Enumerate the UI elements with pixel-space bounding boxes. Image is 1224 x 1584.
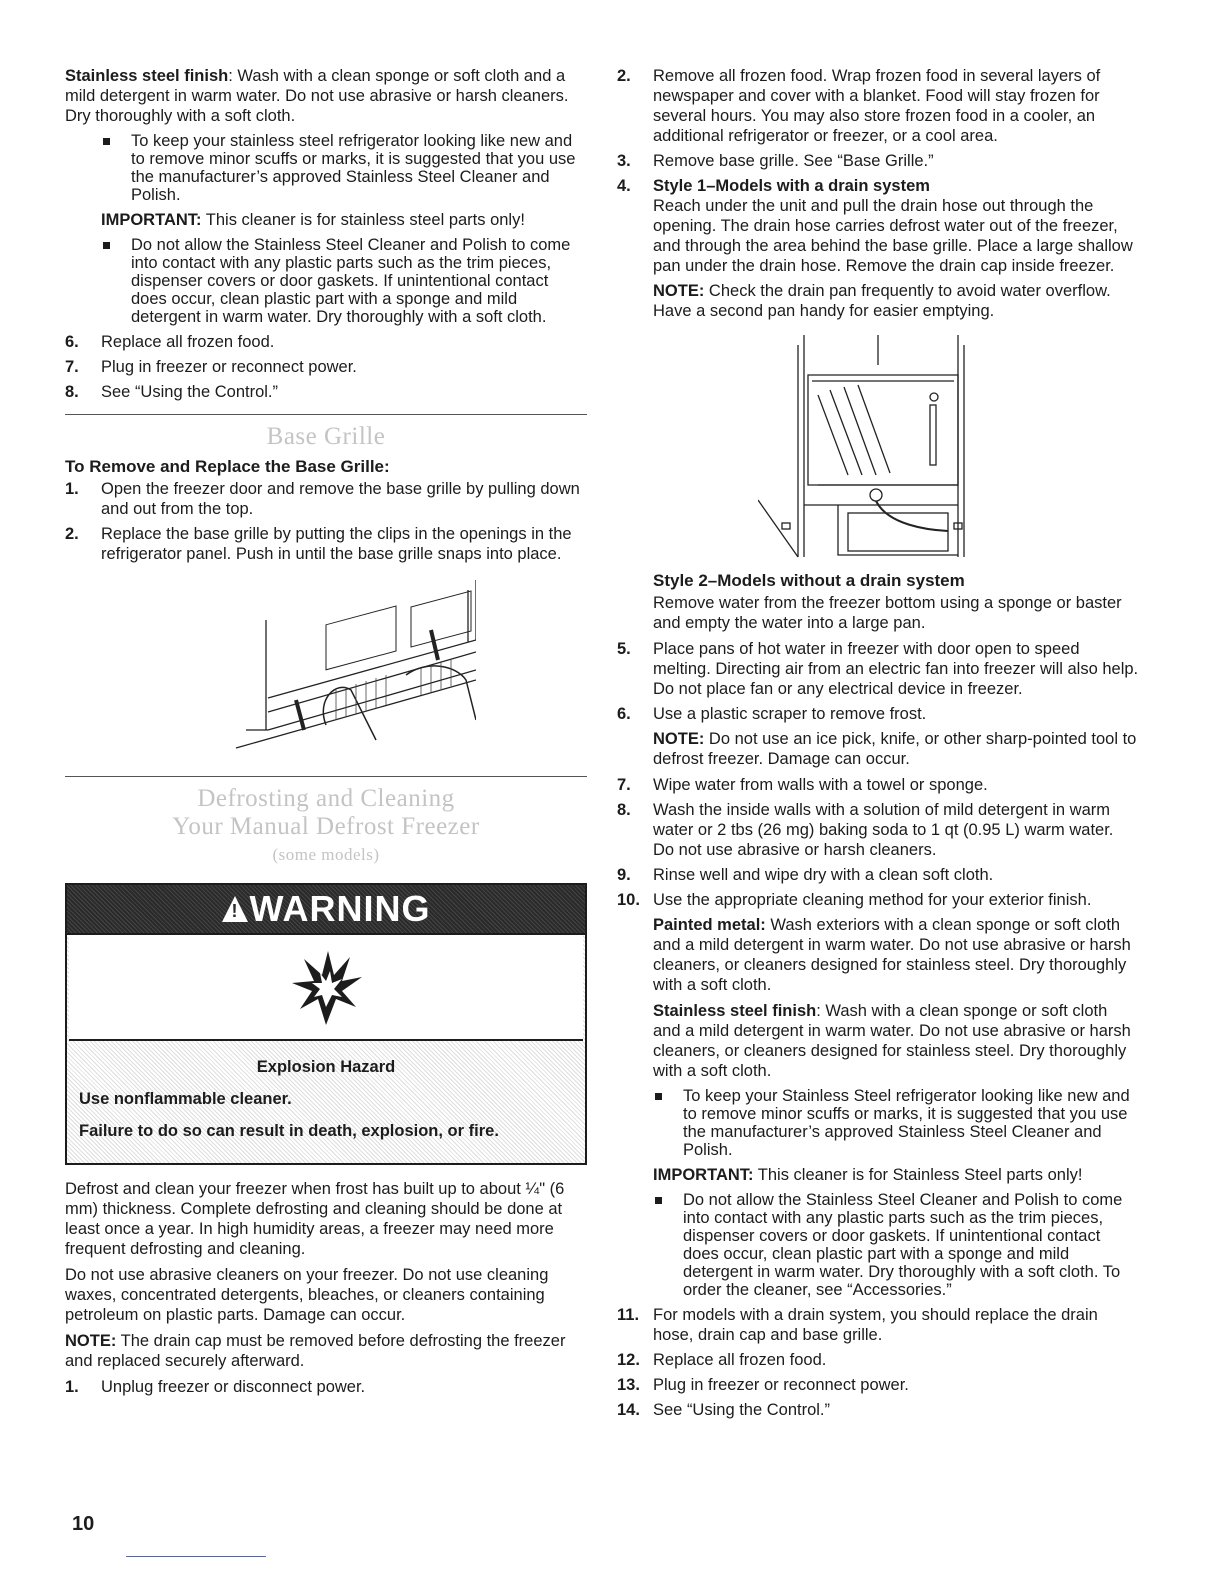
- important-label: IMPORTANT:: [653, 1166, 754, 1184]
- step-item: [65, 382, 587, 402]
- stainless-steel-text: : Wash with a clean sponge or soft cloth and a mild detergent in warm water. Do not use abrasive or harsh cleaners, or cleaners designed for stainless steel. Dry thoroughly with a soft cloth.: [653, 1002, 1131, 1080]
- step-text: Reach under the unit and pull the drain hose out through the opening. The drain hose carries defrost water out of the freezer, and through the area behind the base grille. Place a large shallow pan under the drain hose. Remove the drain cap inside freezer.: [653, 197, 1133, 275]
- section-divider: [65, 776, 587, 777]
- base-grille-title: Base Grille: [266, 423, 386, 450]
- section-divider: [65, 414, 587, 415]
- defrost-title: [65, 785, 587, 869]
- style2-text: Remove water from the freezer bottom using a sponge or baster and empty the water into a large pan.: [653, 594, 1122, 632]
- step-number: 3.: [617, 152, 631, 170]
- base-grille-illustration: [176, 580, 476, 750]
- note-label: NOTE:: [653, 282, 705, 300]
- step-text: Open the freezer door and remove the base grille by pulling down and out from the top.: [101, 480, 580, 518]
- hazard-title: Explosion Hazard: [256, 1058, 396, 1076]
- important-note: [653, 1165, 1139, 1185]
- step-text: Use the appropriate cleaning method for your exterior finish.: [653, 891, 1092, 909]
- note-text: Do not use an ice pick, knife, or other sharp-pointed tool to defrost freezer. Damage can occur.: [653, 730, 1137, 768]
- step-text: For models with a drain system, you should replace the drain hose, drain cap and base grille.: [653, 1306, 1098, 1344]
- step-item: [617, 151, 1139, 171]
- step-text: Wipe water from walls with a towel or sponge.: [653, 776, 988, 794]
- base-grille-drawing: [176, 580, 476, 750]
- warning-word: WARNING: [249, 888, 431, 929]
- page-number: 10: [72, 1513, 95, 1535]
- step-item: [65, 479, 587, 519]
- step-item: [65, 524, 587, 564]
- step-number: 2.: [65, 525, 79, 543]
- step-text: See “Using the Control.”: [653, 1401, 830, 1419]
- note-paragraph: [653, 281, 1139, 321]
- note-label: NOTE:: [653, 730, 705, 748]
- note-text: The drain cap must be removed before defrosting the freezer and replaced securely afterward.: [65, 1332, 566, 1370]
- step-number: 1.: [65, 1378, 79, 1396]
- body-paragraph: Do not use abrasive cleaners on your freezer. Do not use cleaning waxes, concentrated detergents, bleaches, or cleaners containing petroleum on plastic parts. Damage can occur.: [65, 1266, 549, 1324]
- painted-metal-text: Wash exteriors with a clean sponge or soft cloth and a mild detergent in warm water. Do not use abrasive or harsh cleaners, or cleaners designed for stainless steel. Dry thoroughly with a soft cloth.: [653, 916, 1131, 994]
- step-text: Replace the base grille by putting the clips in the openings in the refrigerator panel. Push in until the base grille snaps into place.: [101, 525, 572, 563]
- body-paragraph: Defrost and clean your freezer when frost has built up to about ¼" (6 mm) thickness. Complete defrosting and cleaning should be done at least once a year. In high humidity areas, a freezer may need more frequent defrosting and cleaning.: [65, 1180, 565, 1258]
- warning-triangle-icon: !: [222, 896, 248, 922]
- step-item: [617, 639, 1139, 699]
- bullet-item: To keep your Stainless Steel refrigerator looking like new and to remove minor scuffs or marks, it is suggested that you use the manufacturer’s approved Stainless Steel Cleaner and Polish.: [617, 1087, 1139, 1159]
- step-number: 4.: [617, 177, 631, 195]
- step-number: 7.: [617, 776, 631, 794]
- warning-line: Use nonflammable cleaner.: [79, 1090, 292, 1108]
- bullet-item: Do not allow the Stainless Steel Cleaner and Polish to come into contact with any plastic parts such as the trim pieces, dispenser covers or door gaskets. If unintentional contact does occur, clean plastic part with a sponge and mild detergent in warm water. Dry thoroughly with a soft cloth. To order the cleaner, see “Accessories.”: [617, 1191, 1139, 1299]
- drain-system-drawing: [758, 335, 998, 563]
- footer-rule: [126, 1556, 266, 1557]
- warning-line: Failure to do so can result in death, explosion, or fire.: [79, 1122, 499, 1140]
- step-number: 12.: [617, 1351, 640, 1369]
- step-number: 6.: [617, 705, 631, 723]
- step-number: 8.: [65, 383, 79, 401]
- style2-label: Style 2–Models without a drain system: [653, 571, 965, 590]
- stainless-steel-label: Stainless steel finish: [65, 67, 229, 85]
- stainless-steel-paragraph: [65, 66, 587, 126]
- stainless-steel-text: : Wash with a clean sponge or soft cloth and a mild detergent in warm water. Do not use abrasive or harsh cleaners. Dry thoroughly with a soft cloth.: [65, 67, 569, 125]
- explosion-icon-area: [69, 935, 583, 1041]
- note-paragraph: [65, 1331, 587, 1371]
- defrost-title-sub: (some models): [272, 845, 380, 864]
- step-number: 10.: [617, 891, 640, 909]
- step-number: 13.: [617, 1376, 640, 1394]
- note-label: NOTE:: [65, 1332, 117, 1350]
- step-item: [617, 1305, 1139, 1345]
- base-grille-subhead: To Remove and Replace the Base Grille:: [65, 457, 390, 476]
- step-number: 5.: [617, 640, 631, 658]
- step-item: [617, 1400, 1139, 1420]
- painted-metal-paragraph: [653, 915, 1139, 995]
- step-number: 6.: [65, 333, 79, 351]
- step-item: [617, 66, 1139, 146]
- step-text: See “Using the Control.”: [101, 383, 278, 401]
- note-text: Check the drain pan frequently to avoid water overflow. Have a second pan handy for easier emptying.: [653, 282, 1111, 320]
- step-item: [617, 1375, 1139, 1395]
- step-item: [617, 775, 1139, 795]
- explosion-icon: [286, 947, 366, 1027]
- bullet-item: Do not allow the Stainless Steel Cleaner and Polish to come into contact with any plastic parts such as the trim pieces, dispenser covers or door gaskets. If unintentional contact does occur, clean plastic part with a sponge and mild detergent in warm water. Dry thoroughly with a soft cloth.: [65, 236, 587, 326]
- step-text: Plug in freezer or reconnect power.: [653, 1376, 909, 1394]
- important-text: This cleaner is for Stainless Steel parts only!: [753, 1166, 1083, 1184]
- step-item: [65, 332, 587, 352]
- step-item: [65, 1377, 587, 1397]
- step-item: [65, 357, 587, 377]
- style1-label: Style 1–Models with a drain system: [653, 177, 930, 195]
- step-item: [617, 1350, 1139, 1370]
- stainless-steel-label: Stainless steel finish: [653, 1002, 817, 1020]
- note-paragraph: [653, 729, 1139, 769]
- step-item: [617, 865, 1139, 885]
- important-note: [101, 210, 587, 230]
- step-text: Remove all frozen food. Wrap frozen food in several layers of newspaper and cover with a blanket. Food will stay frozen for several hours. You may also store frozen food in a cooler, an additional refrigerator or freezer, or a cool area.: [653, 67, 1101, 145]
- bullet-item: To keep your stainless steel refrigerator looking like new and to remove minor scuffs or marks, it is suggested that you use the manufacturer’s approved Stainless Steel Cleaner and Polish.: [65, 132, 587, 204]
- step-text: Wash the inside walls with a solution of mild detergent in warm water or 2 tbs (26 mg) baking soda to 1 qt (0.95 L) warm water. Do not use abrasive or harsh cleaners.: [653, 801, 1114, 859]
- warning-banner: [67, 885, 585, 935]
- step-text: Replace all frozen food.: [653, 1351, 827, 1369]
- step-number: 2.: [617, 67, 631, 85]
- step-number: 11.: [617, 1306, 640, 1324]
- step-item: [617, 176, 1139, 276]
- step-text: Rinse well and wipe dry with a clean soft cloth.: [653, 866, 994, 884]
- step-text: Plug in freezer or reconnect power.: [101, 358, 357, 376]
- step-number: 14.: [617, 1401, 640, 1419]
- left-column: [65, 66, 587, 1402]
- right-column: [617, 66, 1139, 1425]
- step-number: 8.: [617, 801, 631, 819]
- step-item: [617, 704, 1139, 724]
- step-number: 7.: [65, 358, 79, 376]
- important-label: IMPORTANT:: [101, 211, 202, 229]
- step-text: Use a plastic scraper to remove frost.: [653, 705, 927, 723]
- warning-box: [65, 883, 587, 1165]
- step-item: [617, 800, 1139, 860]
- important-text: This cleaner is for stainless steel parts only!: [201, 211, 525, 229]
- warning-text: [67, 1041, 585, 1163]
- painted-metal-label: Painted metal:: [653, 916, 766, 934]
- step-number: 9.: [617, 866, 631, 884]
- stainless-steel-paragraph: [653, 1001, 1139, 1081]
- step-text: Remove base grille. See “Base Grille.”: [653, 152, 934, 170]
- step-item: [617, 890, 1139, 910]
- step-text: Replace all frozen food.: [101, 333, 275, 351]
- defrost-title-line2: Your Manual Defrost Freezer: [172, 813, 480, 840]
- step-text: Place pans of hot water in freezer with door open to speed melting. Directing air from an electric fan into freezer will also help. Do not place fan or any electrical device in freezer.: [653, 640, 1139, 698]
- step-text: Unplug freezer or disconnect power.: [101, 1378, 366, 1396]
- step-number: 1.: [65, 480, 79, 498]
- defrost-title-line1: Defrosting and Cleaning: [197, 785, 455, 812]
- drain-system-illustration: [758, 335, 998, 563]
